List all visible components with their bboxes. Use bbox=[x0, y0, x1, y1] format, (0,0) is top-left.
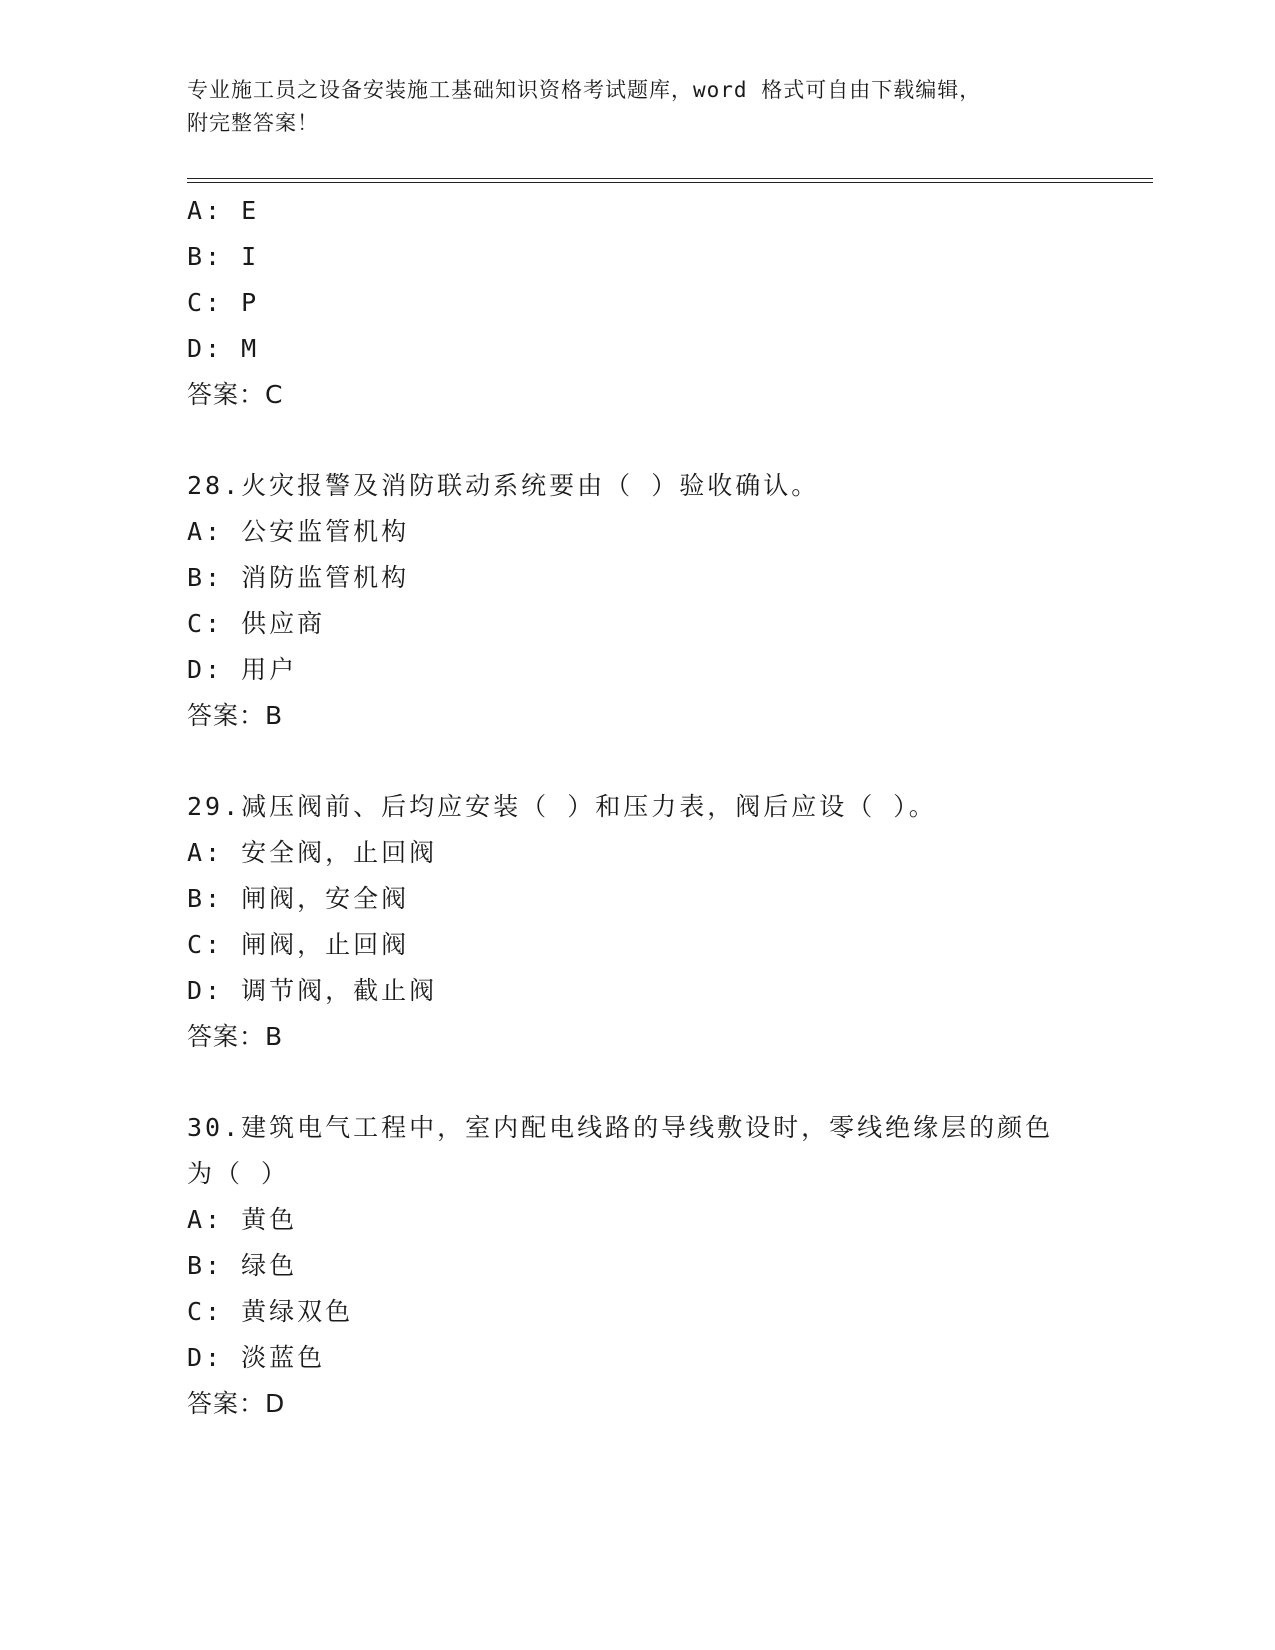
question-30 bbox=[187, 1105, 1087, 1427]
header-divider-top bbox=[187, 178, 1153, 179]
question-stem: 29.减压阀前、后均应安装（ ）和压力表，阀后应设（ ）。 bbox=[187, 792, 937, 821]
option-c: C: 黄绿双色 bbox=[187, 1297, 354, 1326]
option-d: D: 调节阀，截止阀 bbox=[187, 976, 438, 1005]
option-c: C: P bbox=[187, 288, 260, 317]
question-list bbox=[187, 188, 1087, 1427]
option-d: D: M bbox=[187, 334, 260, 363]
option-d: D: 淡蓝色 bbox=[187, 1343, 326, 1372]
header-divider-bottom bbox=[187, 182, 1153, 183]
question-29 bbox=[187, 784, 1087, 1060]
question-gap bbox=[187, 739, 1087, 784]
question-28 bbox=[187, 463, 1087, 739]
option-b: B: 消防监管机构 bbox=[187, 563, 410, 592]
header-line-2: 附完整答案！ bbox=[187, 111, 319, 135]
answer-line: 答案：B bbox=[187, 701, 284, 730]
answer-line: 答案：B bbox=[187, 1022, 284, 1051]
option-a: A: 黄色 bbox=[187, 1205, 298, 1234]
option-c: C: 供应商 bbox=[187, 609, 326, 638]
header-line-1: 专业施工员之设备安装施工基础知识资格考试题库，word 格式可自由下载编辑， bbox=[187, 78, 982, 102]
option-a: A: E bbox=[187, 196, 260, 225]
option-b: B: 绿色 bbox=[187, 1251, 298, 1280]
option-a: A: 安全阀，止回阀 bbox=[187, 838, 438, 867]
option-b: B: 闸阀，安全阀 bbox=[187, 884, 410, 913]
option-c: C: 闸阀，止回阀 bbox=[187, 930, 410, 959]
option-d: D: 用户 bbox=[187, 655, 298, 684]
page-header bbox=[187, 74, 1087, 140]
question-gap bbox=[187, 1060, 1087, 1105]
option-b: B: I bbox=[187, 242, 260, 271]
question-gap bbox=[187, 418, 1087, 463]
answer-line: 答案：D bbox=[187, 1389, 286, 1418]
answer-line: 答案：C bbox=[187, 380, 284, 409]
question-27 bbox=[187, 188, 1087, 418]
question-stem: 30.建筑电气工程中，室内配电线路的导线敷设时，零线绝缘层的颜色为（ ） bbox=[187, 1113, 1054, 1188]
question-stem: 28.火灾报警及消防联动系统要由（ ）验收确认。 bbox=[187, 471, 820, 500]
option-a: A: 公安监管机构 bbox=[187, 517, 410, 546]
